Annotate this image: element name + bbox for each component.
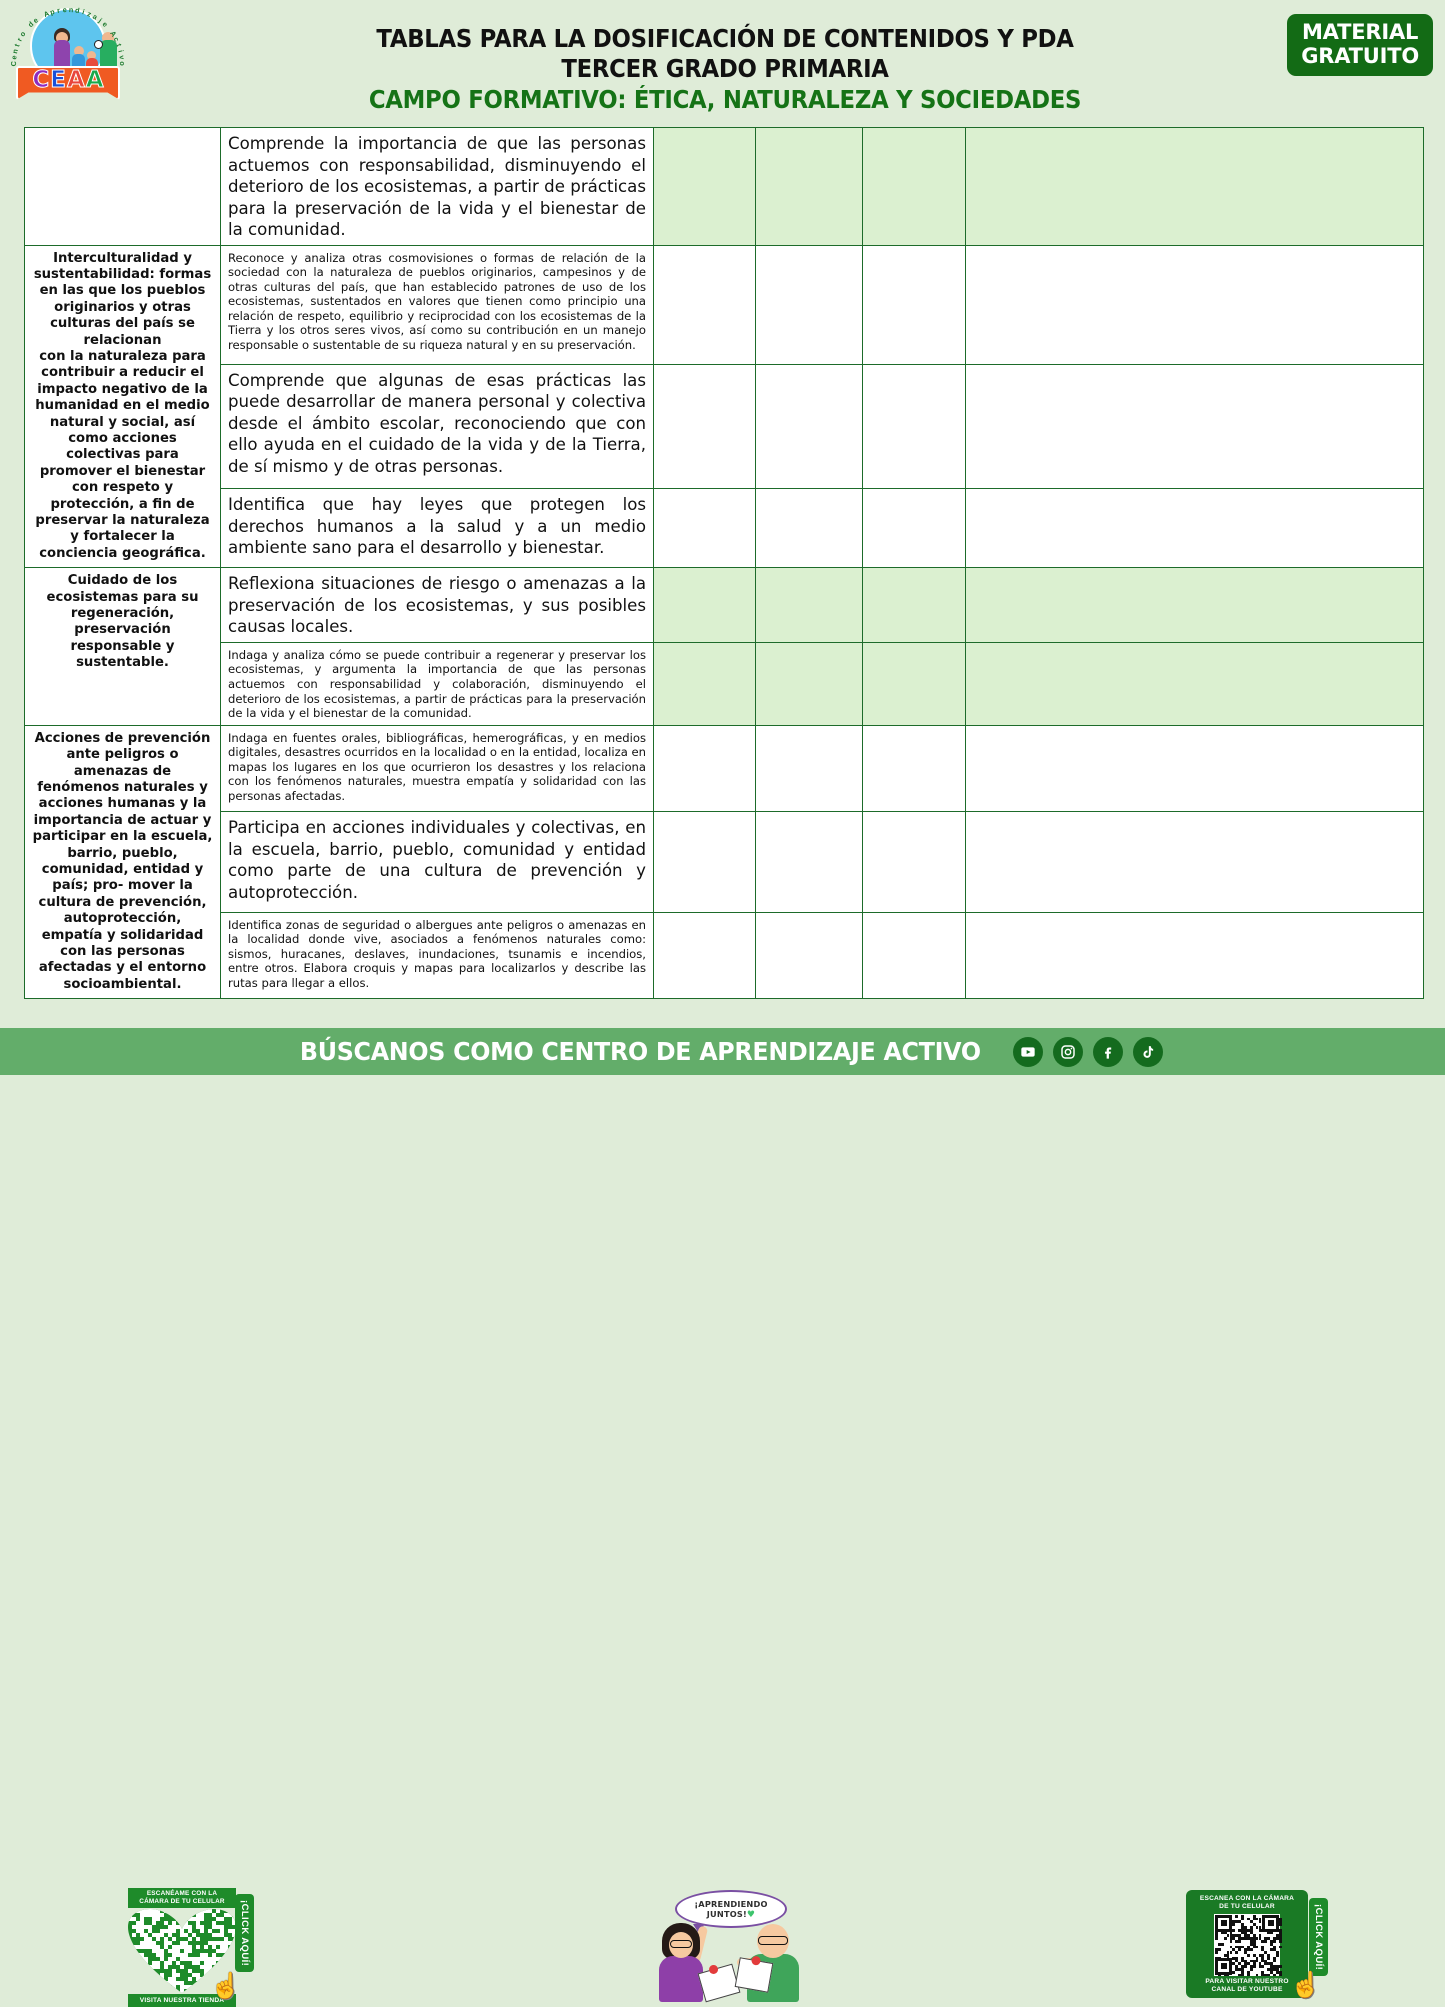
- blank-checkbox-cell[interactable]: [654, 642, 756, 725]
- blank-checkbox-cell[interactable]: [966, 642, 1424, 725]
- teachers-illustration: [645, 1890, 825, 2002]
- youtube-qr-caption-top: ESCANEA CON LA CÁMARA DE TU CELULAR: [1199, 1895, 1295, 1911]
- bubble-line-2: JUNTOS!♥: [706, 1908, 756, 1920]
- pointing-hand-icon-youtube: ☝: [1290, 1971, 1322, 1999]
- blank-checkbox-cell[interactable]: [863, 642, 966, 725]
- table-row: [25, 812, 1424, 912]
- woman-body: [659, 1956, 703, 2002]
- blank-checkbox-cell[interactable]: [966, 364, 1424, 489]
- blank-checkbox-cell[interactable]: [863, 128, 966, 246]
- youtube-click-here-tab[interactable]: [1309, 1898, 1328, 1976]
- blank-checkbox-cell[interactable]: [654, 725, 756, 812]
- table-row: [25, 568, 1424, 643]
- social-bottom-bar: [0, 1028, 1445, 1075]
- pda-cell: Comprende que algunas de esas prácticas las puede desarrollar de manera personal y colectiva desde el ámbito escolar, reconociendo que con ello ayuda en el cuidado de la vida y de la Tierra, de sí mismo y de otras personas.: [221, 364, 654, 489]
- blank-checkbox-cell[interactable]: [863, 489, 966, 568]
- man-glasses-icon: [758, 1936, 788, 1945]
- table-row: [25, 245, 1424, 364]
- dosificacion-table-wrapper: [24, 127, 1423, 999]
- pda-cell: Indaga y analiza cómo se puede contribuir a regenerar y preservar los ecosistemas, y argumenta la importancia de que las personas actuemos con responsabilidad y colaboración, disminuyendo el deterioro de los ecosistemas, a partir de prácticas para la preservación de la vida y el bienestar de la comunidad.: [221, 642, 654, 725]
- blank-checkbox-cell[interactable]: [966, 489, 1424, 568]
- logo-ceaa-letters: [16, 66, 120, 94]
- blank-checkbox-cell[interactable]: [863, 364, 966, 489]
- pda-cell: Comprende la importancia de que las personas actuemos con responsabilidad, disminuyendo el deterioro de los ecosistemas, a partir de prácticas para la preservación de la vida y el bienestar de la comunidad.: [221, 128, 654, 246]
- blank-checkbox-cell[interactable]: [756, 364, 863, 489]
- logo-letter-e: E: [50, 67, 66, 93]
- title-line-3-campo-formativo: CAMPO FORMATIVO: ÉTICA, NATURALEZA Y SOCIEDADES: [368, 85, 1082, 114]
- store-click-here-tab[interactable]: [235, 1894, 254, 1972]
- clipboard-left: [698, 1964, 741, 2003]
- bubble-line-1: ¡APRENDIENDO: [694, 1898, 768, 1909]
- blank-checkbox-cell[interactable]: [756, 568, 863, 643]
- dosificacion-table: [24, 127, 1424, 999]
- tiktok-icon[interactable]: [1133, 1037, 1163, 1067]
- blank-checkbox-cell[interactable]: [654, 812, 756, 912]
- contenido-cell: [25, 128, 221, 246]
- blank-checkbox-cell[interactable]: [966, 245, 1424, 364]
- blank-checkbox-cell[interactable]: [863, 245, 966, 364]
- blank-checkbox-cell[interactable]: [756, 812, 863, 912]
- page-header: [0, 0, 1445, 122]
- heart-icon: ♥: [746, 1909, 756, 1920]
- blank-checkbox-cell[interactable]: [863, 725, 966, 812]
- store-qr-caption-top: ESCANÉAME CON LA CÁMARA DE TU CELULAR: [128, 1888, 236, 1908]
- blank-checkbox-cell[interactable]: [654, 568, 756, 643]
- contenido-cell: Cuidado de los ecosistemas para su regeneración, preservación responsable y sustentable.: [25, 568, 221, 725]
- store-click-here-label: ¡CLICK AQUÍ!: [239, 1899, 250, 1967]
- blank-checkbox-cell[interactable]: [756, 725, 863, 812]
- youtube-qr-code[interactable]: [1214, 1914, 1280, 1976]
- blank-checkbox-cell[interactable]: [966, 812, 1424, 912]
- ceaa-logo: [8, 4, 128, 108]
- blank-checkbox-cell[interactable]: [756, 489, 863, 568]
- blank-checkbox-cell[interactable]: [966, 128, 1424, 246]
- pda-cell: Participa en acciones individuales y colectivas, en la escuela, barrio, pueblo, comunidad y entidad como parte de una cultura de prevención y autoprotección.: [221, 812, 654, 912]
- speech-bubble: [675, 1890, 787, 1928]
- blank-checkbox-cell[interactable]: [654, 245, 756, 364]
- table-row: [25, 489, 1424, 568]
- store-qr-caption-bottom: VISITA NUESTRA TIENDA: [128, 1994, 236, 2007]
- table-row: [25, 128, 1424, 246]
- blank-checkbox-cell[interactable]: [966, 725, 1424, 812]
- logo-arc-text: C e n t r o d e A p r e n d i z a j e A c t i v o: [8, 4, 128, 67]
- pda-cell: Identifica que hay leyes que protegen los derechos humanos a la salud y a un medio ambiente sano para el desarrollo y bienestar.: [221, 489, 654, 568]
- blank-checkbox-cell[interactable]: [966, 568, 1424, 643]
- youtube-icon[interactable]: [1013, 1037, 1043, 1067]
- logo-letter-c: C: [32, 67, 50, 93]
- pointing-hand-icon: ☝: [210, 1972, 242, 2000]
- social-icons: [1013, 1037, 1163, 1067]
- clipboard-right: [735, 1957, 774, 1992]
- woman-glasses-icon: [670, 1940, 692, 1948]
- instagram-icon[interactable]: [1053, 1037, 1083, 1067]
- title-line-2: TERCER GRADO PRIMARIA: [561, 54, 889, 83]
- blank-checkbox-cell[interactable]: [654, 364, 756, 489]
- pda-cell: Indaga en fuentes orales, bibliográficas, hemerográficas, y en medios digitales, desastres ocurridos en la localidad o en la entidad, localiza en mapas los lugares en los que ocurrieron los desastres y los relaciona con los fenómenos naturales, muestra empatía y solidaridad con las personas afectadas.: [221, 725, 654, 812]
- facebook-icon[interactable]: [1093, 1037, 1123, 1067]
- blank-checkbox-cell[interactable]: [756, 642, 863, 725]
- youtube-qr-block[interactable]: [1186, 1890, 1328, 2000]
- page-title: [190, 24, 1260, 116]
- store-qr-block[interactable]: [112, 1888, 252, 2003]
- blank-checkbox-cell[interactable]: [654, 489, 756, 568]
- badge-line-1: MATERIAL: [1301, 20, 1419, 44]
- blank-checkbox-cell[interactable]: [756, 245, 863, 364]
- youtube-qr-caption-bottom: PARA VISITAR NUESTRO CANAL DE YOUTUBE: [1205, 1977, 1289, 1994]
- title-line-1: TABLAS PARA LA DOSIFICACIÓN DE CONTENIDOS Y PDA: [376, 24, 1074, 53]
- logo-letter-a1: A: [66, 67, 85, 93]
- blank-checkbox-cell[interactable]: [863, 812, 966, 912]
- bottom-bar-text: BÚSCANOS COMO CENTRO DE APRENDIZAJE ACTIVO: [300, 1037, 981, 1066]
- table-row: [25, 364, 1424, 489]
- blank-checkbox-cell[interactable]: [756, 128, 863, 246]
- blank-checkbox-cell[interactable]: [654, 128, 756, 246]
- pda-cell: Identifica zonas de seguridad o albergues ante peligros o amenazas en la localidad donde vive, asociados a fenómenos naturales como: sismos, huracanes, deslaves, inundaciones, tsunamis e incendios, entre otros. Elabora croquis y mapas para localizarlos y describe las rutas para llegar a ellos.: [221, 912, 654, 999]
- table-body: [25, 128, 1424, 999]
- table-row: [25, 725, 1424, 812]
- page-footer: [0, 940, 1445, 2004]
- contenido-cell: Interculturalidad y sustentabilidad: formas en las que los pueblos originarios y otras culturas del país se relacionan con la naturaleza para contribuir a reducir el impacto negativo de la humanidad en el medio natural y social, así como acciones colectivas para promover el bienestar con respeto y protección, a fin de preservar la naturaleza y fortalecer la conciencia geográfica.: [25, 245, 221, 568]
- logo-letter-a2: A: [85, 67, 104, 93]
- youtube-click-here-label: ¡CLICK AQUÍ!: [1313, 1903, 1324, 1971]
- badge-line-2: GRATUITO: [1301, 44, 1419, 68]
- material-gratuito-badge: [1287, 14, 1433, 76]
- pda-cell: Reconoce y analiza otras cosmovisiones o formas de relación de la sociedad con la naturaleza de pueblos originarios, campesinos y de otras culturas del país, que han establecido patrones de uso de los ecosistemas, sustentados en valores que tienen como principio una relación de respeto, equilibrio y reciprocidad con los ecosistemas de la Tierra y los otros seres vivos, así como su contribución en un manejo responsable o sustentable de su riqueza natural y en su preservación.: [221, 245, 654, 364]
- pda-cell: Reflexiona situaciones de riesgo o amenazas a la preservación de los ecosistemas, y sus posibles causas locales.: [221, 568, 654, 643]
- blank-checkbox-cell[interactable]: [863, 568, 966, 643]
- contenido-cell: Acciones de prevención ante peligros o amenazas de fenómenos naturales y acciones humanas y la importancia de actuar y participar en la escuela, barrio, pueblo, comunidad, entidad y país; pro- mover la cultura de prevención, autoprotección, empatía y solidaridad con las personas afectadas y el entorno socioambiental.: [25, 725, 221, 999]
- table-row: [25, 642, 1424, 725]
